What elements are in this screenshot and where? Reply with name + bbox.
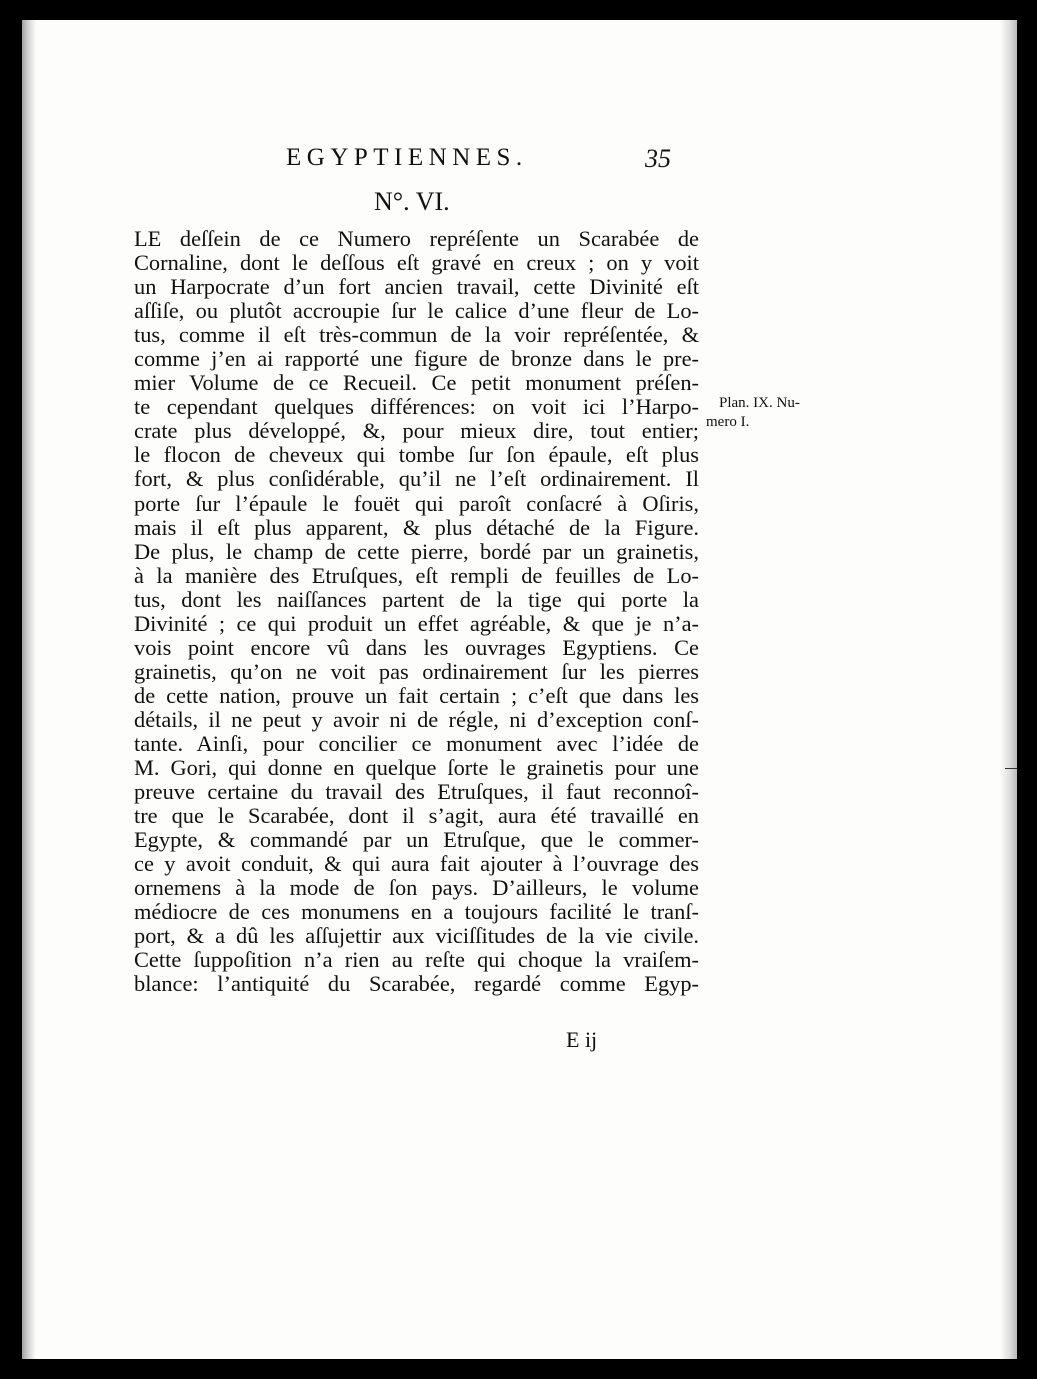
section-title: N°. VI.: [374, 187, 450, 216]
body-line: un Harpocrate d’un fort ancien travail, cette Divinité eſt: [134, 274, 699, 300]
body-line: médiocre de ces monumens en a toujours facilité le tranſ-: [134, 899, 699, 925]
body-line: tante. Ainſi, pour concilier ce monument avec l’idée de: [134, 730, 699, 756]
page-number: 35: [645, 144, 671, 173]
body-line: détails, il ne peut y avoir ni de régle, ni d’exception conſ-: [134, 706, 699, 732]
body-line: Divinité ; ce qui produit un effet agréable, & que je n’a-: [134, 610, 699, 636]
body-line: tre que le Scarabée, dont il s’agit, aura été travaillé en: [134, 803, 699, 829]
body-line: fort, & plus conſidérable, qu’il ne l’eſt ordinairement. Il: [134, 466, 699, 492]
page-left-edge: [22, 20, 36, 1359]
margin-note-line: Plan. IX. Nu-: [719, 395, 800, 411]
body-line: comme j’en ai rapporté une figure de bronze dans le pre-: [134, 346, 699, 372]
body-line: M. Gori, qui donne en quelque ſorte le grainetis pour une: [134, 755, 699, 781]
body-line: à la manière des Etruſques, eſt rempli de feuilles de Lo-: [134, 562, 699, 588]
body-line: tus, comme il eſt très-commun de la voir repréſentée, &: [134, 322, 699, 348]
body-line: mais il eſt plus apparent, & plus détaché de la Figure.: [134, 514, 699, 540]
page-right-edge: [1000, 20, 1017, 1359]
body-line: grainetis, qu’on ne voit pas ordinairement ſur les pierres: [134, 658, 699, 684]
body-line: port, & a dû les aſſujettir aux viciſſitudes de la vie civile.: [134, 923, 699, 949]
body-line: De plus, le champ de cette pierre, bordé par un grainetis,: [134, 538, 699, 564]
edge-mark: [1005, 768, 1017, 769]
signature-mark: E ij: [566, 1027, 598, 1052]
body-line: ce y avoit conduit, & qui aura fait ajouter à l’ouvrage des: [134, 851, 699, 877]
body-line: blance: l’antiquité du Scarabée, regardé comme Egyp-: [134, 971, 699, 997]
body-line: aſſiſe, ou plutôt accroupie ſur le calice d’une fleur de Lo-: [134, 298, 699, 324]
running-title: EGYPTIENNES.: [286, 144, 528, 171]
body-line: Egypte, & commandé par un Etruſque, que le commer-: [134, 827, 699, 853]
body-line: ornemens à la mode de ſon pays. D’ailleurs, le volume: [134, 875, 699, 901]
margin-note-line: mero I.: [706, 414, 750, 430]
body-line: LE deſſein de ce Numero repréſente un Scarabée de: [134, 226, 699, 251]
body-line: le flocon de cheveux qui tombe ſur ſon épaule, eſt plus: [134, 442, 699, 468]
body-line: mier Volume de ce Recueil. Ce petit monument préſen-: [134, 370, 699, 396]
body-line: porte ſur l’épaule le fouët qui paroît conſacré à Oſiris,: [134, 490, 699, 516]
body-line: tus, dont les naiſſances partent de la tige qui porte la: [134, 586, 699, 612]
body-line: preuve certaine du travail des Etruſques, il faut reconnoî-: [134, 779, 699, 805]
body-text: [134, 227, 699, 997]
body-line: crate plus développé, &, pour mieux dire, tout entier;: [134, 418, 699, 444]
body-line: Cette ſuppoſition n’a rien au reſte qui choque la vraiſem-: [134, 947, 699, 973]
body-line: Cornaline, dont le deſſous eſt gravé en creux ; on y voit: [134, 250, 699, 276]
body-line: vois point encore vû dans les ouvrages Egyptiens. Ce: [134, 634, 699, 660]
margin-note: [706, 394, 800, 432]
body-line: te cependant quelques différences: on voit ici l’Harpo-: [134, 394, 699, 420]
body-line: de cette nation, prouve un fait certain ; c’eſt que dans les: [134, 682, 699, 708]
